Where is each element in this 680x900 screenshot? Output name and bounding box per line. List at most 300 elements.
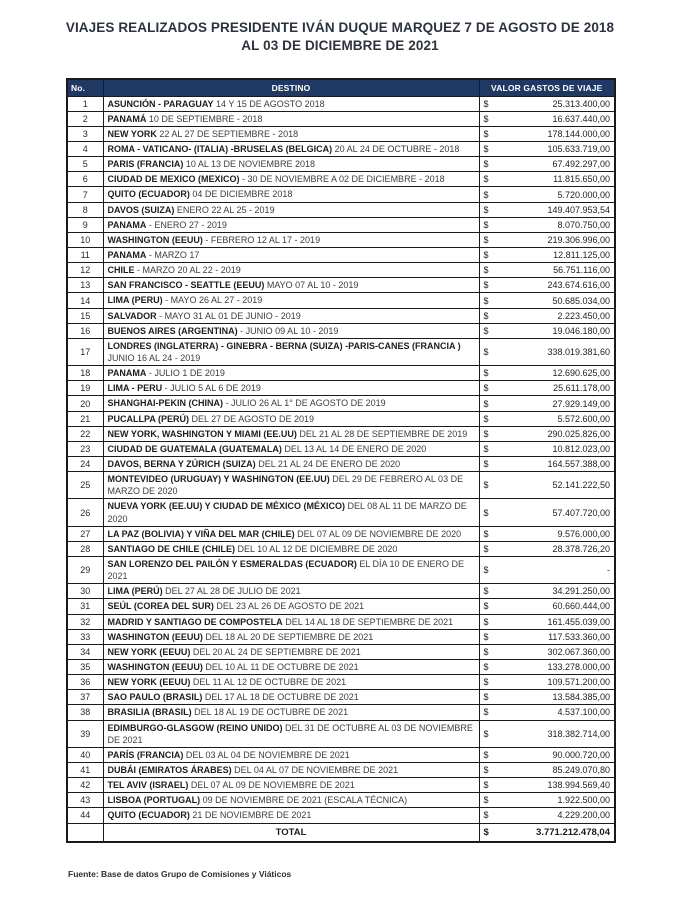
- amount: 243.674.616,00: [547, 280, 610, 291]
- table-row: [67, 541, 615, 556]
- row-number: 21: [67, 411, 103, 426]
- row-number: 34: [67, 644, 103, 659]
- value-cell: [479, 278, 615, 293]
- value-cell: [479, 111, 615, 126]
- row-number: 27: [67, 526, 103, 541]
- destination-cell: [103, 278, 479, 293]
- destination-name: CIUDAD DE MEXICO (MEXICO): [107, 174, 240, 185]
- amount: 5.572.600,00: [557, 413, 610, 424]
- amount: 34.291.250,00: [552, 586, 610, 597]
- table-row: [67, 778, 615, 793]
- currency-symbol: $: [483, 144, 489, 155]
- destination-name: TEL AVIV (ISRAEL): [107, 780, 189, 791]
- destination-dates: DEL 31 DE OCTUBRE AL 03 DE NOVIEMBRE DE 2021: [107, 722, 473, 745]
- destination-name: NEW YORK (EEUU): [107, 677, 191, 688]
- currency-symbol: $: [483, 728, 489, 739]
- currency-symbol: $: [483, 480, 489, 491]
- destination-name: LIMA (PERÚ): [107, 586, 163, 597]
- row-number: 32: [67, 614, 103, 629]
- row-number: 14: [67, 293, 103, 308]
- row-number: 29: [67, 556, 103, 583]
- row-number: 42: [67, 778, 103, 793]
- row-number: 39: [67, 720, 103, 747]
- destination-cell: [103, 126, 479, 141]
- currency-symbol: $: [483, 428, 489, 439]
- row-number: 7: [67, 187, 103, 202]
- destination-name: LONDRES (INGLATERRA) - GINEBRA - BERNA (SUIZA) -PARIS-CANES (FRANCIA ): [107, 340, 461, 351]
- destination-name: SAN LORENZO DEL PAILÓN Y ESMERALDAS (ECUADOR): [107, 558, 357, 569]
- destination-cell: [103, 808, 479, 823]
- total-label: TOTAL: [103, 823, 479, 842]
- destination-name: WASHINGTON (EEUU): [107, 631, 203, 642]
- value-cell: [479, 172, 615, 187]
- currency-symbol: $: [483, 443, 489, 454]
- total-empty-cell: [67, 823, 103, 842]
- row-number: 13: [67, 278, 103, 293]
- destination-dates: DEL 11 AL 12 DE OCTUBRE DE 2021: [190, 677, 347, 688]
- row-number: 40: [67, 747, 103, 762]
- value-cell: [479, 644, 615, 659]
- amount: 4.537.100,00: [557, 707, 610, 718]
- row-number: 22: [67, 426, 103, 441]
- value-cell: [479, 499, 615, 526]
- amount: 56.751.116,00: [553, 265, 610, 276]
- row-number: 38: [67, 705, 103, 720]
- destination-name: PANAMA: [107, 368, 147, 379]
- amount: 318.382.714,00: [547, 728, 610, 739]
- destination-cell: [103, 614, 479, 629]
- destination-name: SAN FRANCISCO - SEATTLE (EEUU): [107, 280, 265, 291]
- header-valor: VALOR GASTOS DE VIAJE: [479, 79, 615, 97]
- amount: 164.557.388,00: [547, 459, 610, 470]
- destination-cell: [103, 308, 479, 323]
- destination-dates: DEL 17 AL 18 DE OCTUBRE DE 2021: [202, 692, 359, 703]
- trips-body: [67, 96, 615, 823]
- amount: 290.025.826,00: [547, 428, 610, 439]
- value-cell: [479, 599, 615, 614]
- destination-name: MADRID Y SANTIAGO DE COMPOSTELA: [107, 616, 283, 627]
- destination-dates: DEL 10 AL 11 DE OCTUBRE DE 2021: [202, 661, 359, 672]
- amount: 105.633.719,00: [547, 144, 610, 155]
- destination-cell: [103, 187, 479, 202]
- destination-name: CIUDAD DE GUATEMALA (GUATEMALA): [107, 443, 282, 454]
- destination-cell: [103, 747, 479, 762]
- amount: 50.685.034,00: [552, 295, 610, 306]
- destination-name: DAVOS, BERNA Y ZÚRICH (SUIZA): [107, 459, 256, 469]
- currency-symbol: $: [483, 707, 489, 718]
- destination-dates: - MAYO 26 AL 27 - 2019: [162, 295, 263, 306]
- row-number: 31: [67, 599, 103, 614]
- table-row: [67, 499, 615, 526]
- destination-dates: - MAYO 31 AL 01 DE JUNIO - 2019: [156, 310, 301, 321]
- amount: 52.141.222,50: [552, 480, 610, 491]
- destination-dates: DEL 04 AL 07 DE NOVIEMBRE DE 2021: [231, 764, 399, 775]
- row-number: 10: [67, 232, 103, 247]
- destination-cell: [103, 338, 479, 365]
- value-cell: [479, 142, 615, 157]
- destination-name: EDIMBURGO-GLASGOW (REINO UNIDO): [107, 722, 283, 733]
- total-value-cell: [479, 823, 615, 842]
- destination-cell: [103, 472, 479, 499]
- table-row: [67, 675, 615, 690]
- amount: 25.313.400,00: [552, 98, 610, 109]
- destination-name: NEW YORK: [107, 128, 157, 139]
- value-cell: [479, 541, 615, 556]
- destination-cell: [103, 323, 479, 338]
- value-cell: [479, 778, 615, 793]
- value-cell: [479, 556, 615, 583]
- table-row: [67, 293, 615, 308]
- amount: 2.223.450,00: [557, 310, 610, 321]
- table-row: [67, 187, 615, 202]
- row-number: 16: [67, 323, 103, 338]
- row-number: 35: [67, 659, 103, 674]
- destination-dates: DEL 27 DE AGOSTO DE 2019: [189, 413, 315, 424]
- total-amount: 3.771.212.478,04: [536, 826, 610, 838]
- destination-cell: [103, 263, 479, 278]
- value-cell: [479, 96, 615, 111]
- row-number: 5: [67, 157, 103, 172]
- destination-name: WASHINGTON (EEUU): [107, 661, 203, 672]
- destination-cell: [103, 705, 479, 720]
- trips-table: [66, 78, 616, 843]
- row-number: 41: [67, 762, 103, 777]
- amount: 57.407.720,00: [552, 507, 610, 518]
- destination-dates: - 30 DE NOVIEMBRE A 02 DE DICIEMBRE - 2018: [239, 174, 445, 185]
- currency-symbol: $: [483, 234, 489, 245]
- destination-name: ROMA - VATICANO- (ITALIA) -BRUSELAS (BELGICA): [107, 144, 333, 155]
- destination-cell: [103, 675, 479, 690]
- value-cell: [479, 457, 615, 472]
- value-cell: [479, 366, 615, 381]
- row-number: 2: [67, 111, 103, 126]
- row-number: 20: [67, 396, 103, 411]
- destination-cell: [103, 720, 479, 747]
- table-row: [67, 644, 615, 659]
- destination-dates: DEL 18 AL 19 DE OCTUBRE DE 2021: [191, 707, 349, 718]
- table-row: [67, 690, 615, 705]
- destination-name: SANTIAGO DE CHILE (CHILE): [107, 543, 235, 554]
- destination-name: PARIS (FRANCIA): [107, 159, 184, 170]
- row-number: 36: [67, 675, 103, 690]
- currency-symbol: $: [483, 159, 489, 170]
- destination-cell: [103, 232, 479, 247]
- table-row: [67, 142, 615, 157]
- currency-symbol: $: [483, 295, 489, 306]
- row-number: 18: [67, 366, 103, 381]
- destination-cell: [103, 599, 479, 614]
- destination-dates: DEL 20 AL 24 DE SEPTIEMBRE DE 2021: [190, 646, 361, 657]
- currency-symbol: $: [483, 280, 489, 291]
- destination-dates: 10 DE SEPTIEMBRE - 2018: [146, 113, 263, 124]
- destination-name: CHILE: [107, 265, 135, 276]
- table-row: [67, 747, 615, 762]
- currency-symbol: $: [483, 662, 489, 673]
- row-number: 19: [67, 381, 103, 396]
- amount: 4.229.200,00: [557, 810, 610, 821]
- destination-name: NUEVA YORK (EE.UU) Y CIUDAD DE MÉXICO (MÉXICO): [107, 501, 346, 512]
- destination-dates: 10 AL 13 DE NOVIEMBRE 2018: [183, 159, 316, 170]
- row-number: 4: [67, 142, 103, 157]
- currency-symbol: $: [483, 347, 489, 358]
- destination-dates: MAYO 07 AL 10 - 2019: [264, 280, 359, 291]
- value-cell: [479, 690, 615, 705]
- destination-cell: [103, 96, 479, 111]
- destination-dates: DEL 07 AL 09 DE NOVIEMBRE DE 2020: [294, 528, 462, 539]
- table-row: [67, 720, 615, 747]
- destination-cell: [103, 411, 479, 426]
- value-cell: [479, 202, 615, 217]
- amount: 85.249.070,80: [552, 765, 610, 776]
- destination-name: BUENOS AIRES (ARGENTINA): [107, 325, 238, 336]
- destination-name: PANAMÁ: [107, 113, 147, 124]
- amount: 219.306.996,00: [547, 234, 610, 245]
- destination-cell: [103, 293, 479, 308]
- amount: 138.994.569,40: [547, 780, 610, 791]
- destination-dates: DEL 29 DE FEBRERO AL 03 DE MARZO DE 2020: [107, 474, 464, 497]
- amount: 133.278.000,00: [547, 662, 610, 673]
- table-row: [67, 338, 615, 365]
- amount: 8.070.750,00: [557, 219, 610, 230]
- value-cell: [479, 705, 615, 720]
- destination-dates: - MARZO 20 AL 22 - 2019: [134, 265, 241, 276]
- table-row: [67, 96, 615, 111]
- table-row: [67, 659, 615, 674]
- row-number: 33: [67, 629, 103, 644]
- destination-name: SHANGHAI-PEKIN (CHINA): [107, 398, 223, 409]
- table-row: [67, 526, 615, 541]
- currency-symbol: $: [483, 586, 489, 597]
- table-row: [67, 111, 615, 126]
- destination-dates: DEL 10 AL 12 DE DICIEMBRE DE 2020: [235, 543, 398, 554]
- table-row: [67, 411, 615, 426]
- amount: 302.067.360,00: [547, 646, 610, 657]
- destination-cell: [103, 556, 479, 583]
- value-cell: [479, 675, 615, 690]
- destination-cell: [103, 441, 479, 456]
- row-number: 15: [67, 308, 103, 323]
- amount: 12.690.625,00: [552, 368, 610, 379]
- currency-symbol: $: [483, 565, 489, 576]
- amount: 11.815.650,00: [553, 174, 610, 185]
- destination-cell: [103, 142, 479, 157]
- table-row: [67, 426, 615, 441]
- destination-cell: [103, 584, 479, 599]
- amount: 12.811.125,00: [553, 250, 610, 261]
- value-cell: [479, 157, 615, 172]
- header-no: No.: [67, 79, 103, 97]
- currency-symbol: $: [483, 204, 489, 215]
- destination-cell: [103, 541, 479, 556]
- title-line-2: AL 03 DE DICIEMBRE DE 2021: [241, 37, 439, 53]
- destination-dates: - ENERO 27 - 2019: [146, 219, 227, 230]
- row-number: 9: [67, 217, 103, 232]
- value-cell: [479, 248, 615, 263]
- value-cell: [479, 426, 615, 441]
- destination-name: QUITO (ECUADOR): [107, 189, 190, 200]
- destination-dates: JUNIO 16 AL 24 - 2019: [107, 353, 201, 364]
- destination-cell: [103, 172, 479, 187]
- destination-dates: - FEBRERO 12 AL 17 - 2019: [202, 234, 321, 245]
- value-cell: [479, 308, 615, 323]
- currency-symbol: $: [483, 646, 489, 657]
- table-row: [67, 629, 615, 644]
- amount: 27.929.149,00: [552, 398, 610, 409]
- table-row: [67, 457, 615, 472]
- destination-cell: [103, 659, 479, 674]
- destination-dates: 22 AL 27 DE SEPTIEMBRE - 2018: [156, 128, 299, 139]
- destination-cell: [103, 426, 479, 441]
- currency-symbol: $: [483, 765, 489, 776]
- destination-name: DAVOS (SUIZA): [107, 204, 175, 215]
- destination-name: LIMA (PERU): [107, 295, 163, 306]
- table-row: [67, 396, 615, 411]
- row-number: 11: [67, 248, 103, 263]
- amount: 13.584.385,00: [552, 692, 610, 703]
- header-destino: DESTINO: [103, 79, 479, 97]
- destination-name: NEW YORK (EEUU): [107, 646, 191, 657]
- table-row: [67, 232, 615, 247]
- table-row: [67, 584, 615, 599]
- destination-dates: DEL 08 AL 11 DE MARZO DE 2020: [107, 501, 467, 524]
- destination-name: LISBOA (PORTUGAL): [107, 795, 201, 806]
- destination-dates: DEL 13 AL 14 DE ENERO DE 2020: [281, 443, 427, 454]
- destination-cell: [103, 202, 479, 217]
- row-number: 17: [67, 338, 103, 365]
- amount: 109.571.200,00: [547, 677, 610, 688]
- value-cell: [479, 187, 615, 202]
- currency-symbol: $: [483, 413, 489, 424]
- currency-symbol: $: [483, 692, 489, 703]
- table-row: [67, 762, 615, 777]
- destination-name: MONTEVIDEO (URUGUAY) Y WASHINGTON (EE.UU): [107, 474, 330, 485]
- currency-symbol: $: [483, 219, 489, 230]
- destination-dates: DEL 07 AL 09 DE NOVIEMBRE DE 2021: [188, 780, 355, 791]
- currency-symbol: $: [483, 128, 489, 139]
- destination-name: PANAMA: [107, 219, 147, 230]
- destination-dates: DEL 21 AL 28 DE SEPTIEMBRE DE 2019: [296, 428, 468, 439]
- table-row: [67, 793, 615, 808]
- currency-symbol: $: [483, 749, 489, 760]
- currency-symbol: $: [483, 383, 489, 394]
- currency-symbol: $: [483, 265, 489, 276]
- row-number: 43: [67, 793, 103, 808]
- amount: 19.046.180,00: [552, 325, 610, 336]
- destination-dates: DEL 14 AL 18 DE SEPTIEMBRE DE 2021: [282, 616, 454, 627]
- currency-symbol: $: [483, 459, 489, 470]
- amount: 149.407.953,54: [547, 204, 610, 215]
- destination-cell: [103, 762, 479, 777]
- value-cell: [479, 629, 615, 644]
- amount: 5.720.000,00: [557, 189, 610, 200]
- currency-symbol: $: [483, 507, 489, 518]
- currency-symbol: $: [483, 795, 489, 806]
- value-cell: [479, 381, 615, 396]
- currency-symbol: $: [483, 398, 489, 409]
- table-row: [67, 705, 615, 720]
- destination-name: QUITO (ECUADOR): [107, 810, 190, 821]
- row-number: 30: [67, 584, 103, 599]
- destination-name: DUBÁI (EMIRATOS ÁRABES): [107, 764, 232, 775]
- amount: 60.660.444,00: [552, 601, 610, 612]
- destination-name: BRASILIA (BRASIL): [107, 707, 192, 718]
- currency-symbol: $: [483, 810, 489, 821]
- destination-dates: DEL 21 AL 24 DE ENERO DE 2020: [255, 459, 401, 469]
- value-cell: [479, 659, 615, 674]
- amount: 90.000.720,00: [552, 749, 610, 760]
- currency-symbol: $: [483, 677, 489, 688]
- value-cell: [479, 526, 615, 541]
- table-row: [67, 126, 615, 141]
- table-row: [67, 441, 615, 456]
- value-cell: [479, 323, 615, 338]
- value-cell: [479, 411, 615, 426]
- value-cell: [479, 793, 615, 808]
- destination-cell: [103, 629, 479, 644]
- row-number: 8: [67, 202, 103, 217]
- destination-dates: ENERO 22 AL 25 - 2019: [174, 204, 275, 215]
- destination-cell: [103, 396, 479, 411]
- destination-dates: 14 Y 15 DE AGOSTO 2018: [213, 98, 325, 109]
- total-row: [67, 823, 615, 842]
- destination-cell: [103, 690, 479, 705]
- row-number: 1: [67, 96, 103, 111]
- row-number: 26: [67, 499, 103, 526]
- currency-symbol: $: [483, 98, 489, 109]
- destination-dates: DEL 23 AL 26 DE AGOSTO DE 2021: [213, 601, 365, 612]
- value-cell: [479, 614, 615, 629]
- destination-dates: 09 DE NOVIEMBRE DE 2021 (ESCALA TÉCNICA): [200, 795, 408, 806]
- destination-name: PARÍS (FRANCIA): [107, 749, 184, 760]
- amount: 67.492.297,00: [552, 159, 610, 170]
- row-number: 6: [67, 172, 103, 187]
- destination-dates: DEL 03 AL 04 DE NOVIEMBRE DE 2021: [183, 749, 350, 760]
- table-header-row: [67, 79, 615, 97]
- table-row: [67, 263, 615, 278]
- destination-name: SEÚL (COREA DEL SUR): [107, 601, 214, 612]
- amount: 117.533.360,00: [548, 631, 610, 642]
- amount: 9.576.000,00: [557, 528, 610, 539]
- destination-dates: DEL 27 AL 28 DE JULIO DE 2021: [162, 586, 301, 597]
- destination-name: PANAMA: [107, 250, 147, 261]
- table-row: [67, 556, 615, 583]
- value-cell: [479, 396, 615, 411]
- destination-cell: [103, 793, 479, 808]
- destination-dates: DEL 18 AL 20 DE SEPTIEMBRE DE 2021: [202, 631, 374, 642]
- table-row: [67, 614, 615, 629]
- value-cell: [479, 293, 615, 308]
- row-number: 12: [67, 263, 103, 278]
- destination-cell: [103, 217, 479, 232]
- amount: 178.144.000,00: [547, 128, 610, 139]
- table-row: [67, 157, 615, 172]
- amount: 10.812.023,00: [552, 443, 610, 454]
- destination-cell: [103, 499, 479, 526]
- destination-cell: [103, 526, 479, 541]
- destination-cell: [103, 778, 479, 793]
- destination-dates: 21 DE NOVIEMBRE DE 2021: [189, 810, 312, 821]
- currency-symbol: $: [483, 368, 489, 379]
- table-row: [67, 366, 615, 381]
- row-number: 37: [67, 690, 103, 705]
- amount: 25.611.178,00: [553, 383, 610, 394]
- amount: 28.378.726,20: [552, 543, 610, 554]
- value-cell: [479, 126, 615, 141]
- value-cell: [479, 232, 615, 247]
- currency-symbol: $: [483, 631, 489, 642]
- title-line-1: VIAJES REALIZADOS PRESIDENTE IVÁN DUQUE MARQUEZ 7 DE AGOSTO DE 2018: [65, 20, 615, 35]
- source-note: Fuente: Base de datos Grupo de Comisiones y Viáticos: [68, 868, 292, 879]
